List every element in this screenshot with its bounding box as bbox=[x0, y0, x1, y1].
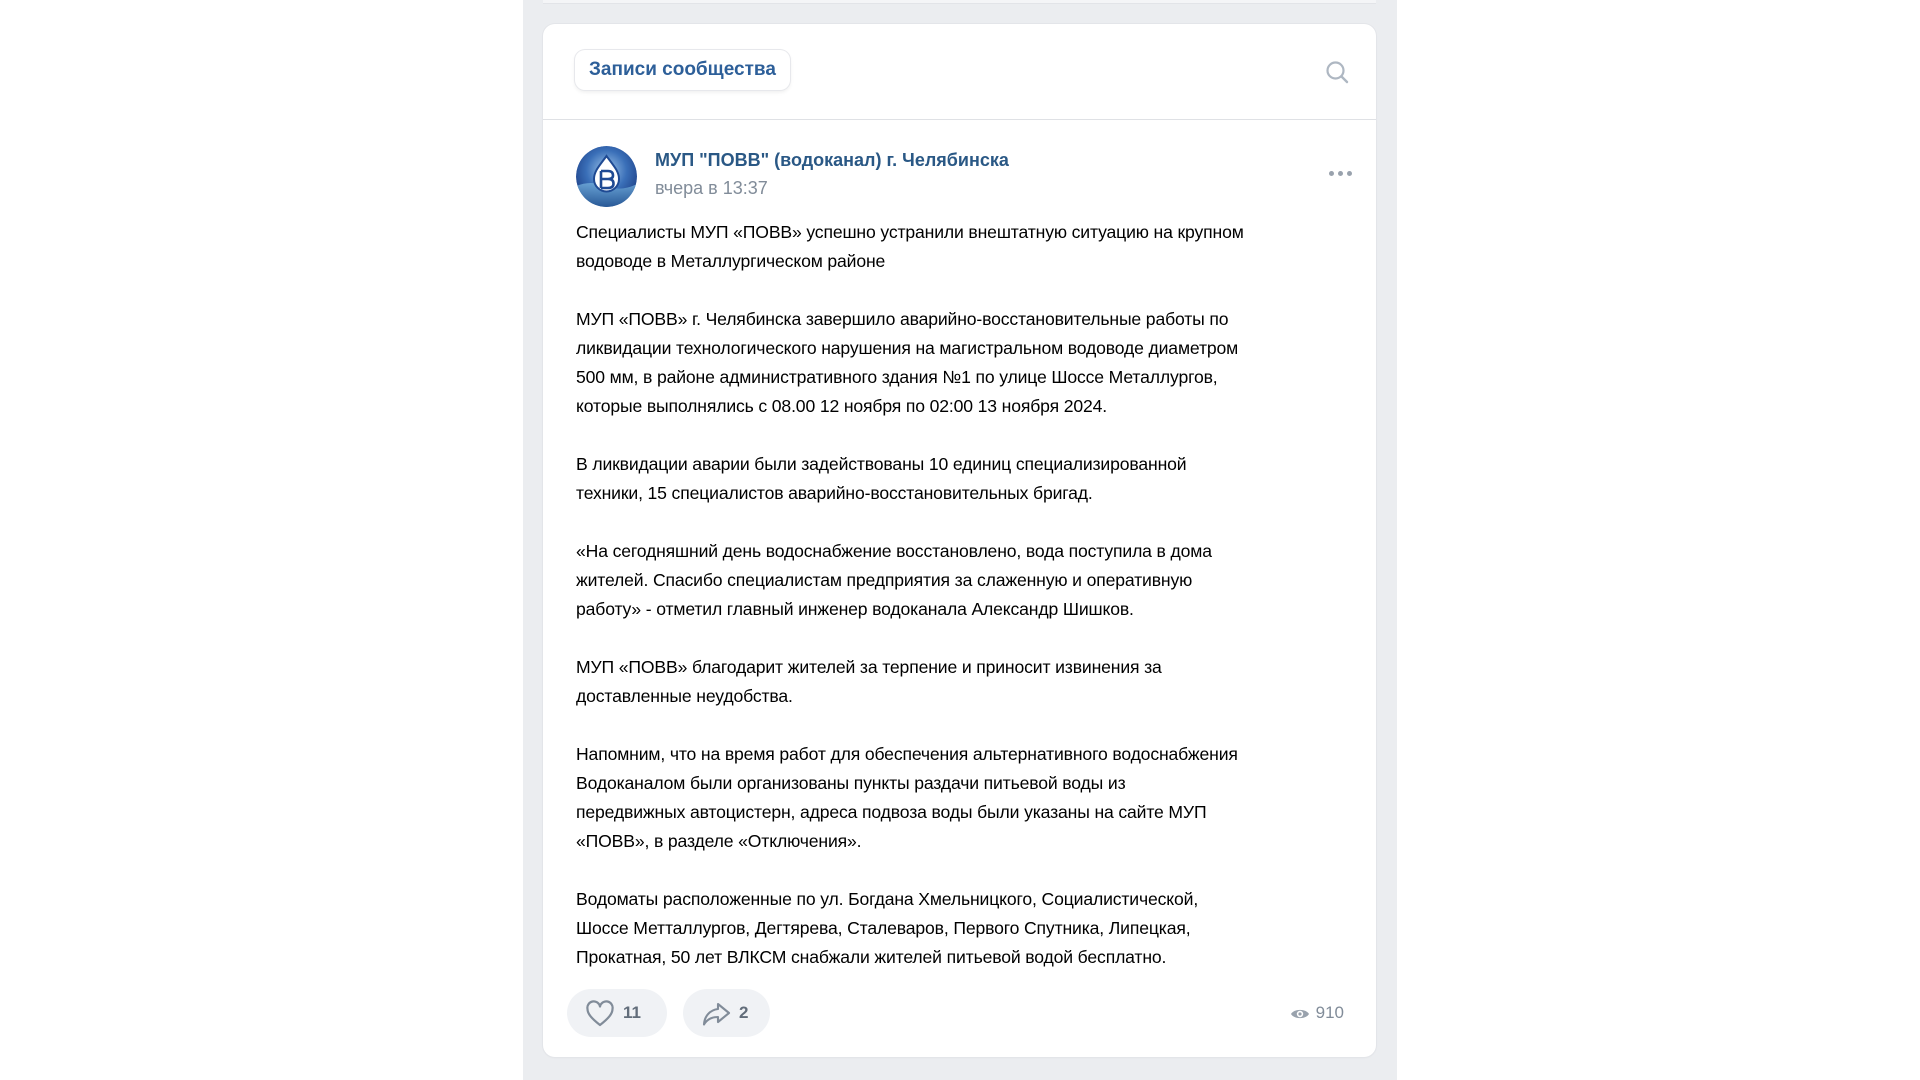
post-header bbox=[576, 146, 1346, 208]
water-drop-logo-icon bbox=[576, 146, 637, 207]
post-paragraph bbox=[576, 885, 1356, 972]
eye-icon bbox=[1290, 1007, 1310, 1021]
search-button[interactable] bbox=[1323, 58, 1351, 86]
post-text-line: «На сегодняшний день водоснабжение восстановлено, вода поступила в дома bbox=[576, 541, 1212, 561]
wall-header bbox=[543, 24, 1376, 120]
post-text-line: МУП «ПОВВ» благодарит жителей за терпение и приносит извинения за bbox=[576, 657, 1162, 677]
search-icon bbox=[1323, 58, 1351, 86]
author-name-link[interactable]: МУП "ПОВВ" (водоканал) г. Челябинска bbox=[655, 150, 1009, 170]
post-text-line: доставленные неудобства. bbox=[576, 686, 793, 706]
post-paragraph bbox=[576, 740, 1356, 856]
views-count: 910 bbox=[1315, 1003, 1344, 1022]
post-text-line: МУП «ПОВВ» г. Челябинска завершило аварийно-восстановительные работы по bbox=[576, 309, 1229, 329]
views-counter bbox=[1290, 1003, 1344, 1023]
post-text-line: 500 мм, в районе административного здания №1 по улице Шоссе Металлургов, bbox=[576, 367, 1218, 387]
post-footer bbox=[543, 989, 1376, 1039]
post-paragraph bbox=[576, 305, 1356, 421]
post-text-line: «ПОВВ», в разделе «Отключения». bbox=[576, 831, 862, 851]
post-text-line: В ликвидации аварии были задействованы 10 единиц специализированной bbox=[576, 454, 1187, 474]
previous-card-edge bbox=[543, 0, 1376, 4]
post-text-line: которые выполнялись с 08.00 12 ноября по 02:00 13 ноября 2024. bbox=[576, 396, 1107, 416]
like-count: 11 bbox=[623, 1003, 641, 1022]
post-paragraph bbox=[576, 537, 1356, 624]
post-text-line: Водоканалом были организованы пункты раздачи питьевой воды из bbox=[576, 773, 1126, 793]
more-horizontal-icon bbox=[1338, 171, 1343, 176]
post-text-line: техники, 15 специалистов аварийно-восстановительных бригад. bbox=[576, 483, 1093, 503]
post-date[interactable]: вчера в 13:37 bbox=[655, 178, 768, 198]
avatar[interactable] bbox=[576, 146, 637, 207]
share-icon bbox=[701, 1000, 731, 1028]
post-text-line: жителей. Спасибо специалистам предприятия за слаженную и оперативную bbox=[576, 570, 1193, 590]
post-more-button[interactable] bbox=[1325, 164, 1357, 184]
post-text-line: ликвидации технологического нарушения на магистральном водоводе диаметром bbox=[576, 338, 1239, 358]
post-text-line: Водоматы расположенные по ул. Богдана Хмельницкого, Социалистической, bbox=[576, 889, 1199, 909]
post-text bbox=[576, 218, 1356, 1001]
post-text-line: водоводе в Металлургическом районе bbox=[576, 251, 886, 271]
post-text-line: Прокатная, 50 лет ВЛКСМ снабжали жителей питьевой водой бесплатно. bbox=[576, 947, 1167, 967]
share-button[interactable] bbox=[683, 989, 770, 1037]
post-paragraph bbox=[576, 653, 1356, 711]
post-card bbox=[543, 24, 1376, 1057]
post-text-line: Напомним, что на время работ для обеспечения альтернативного водоснабжения bbox=[576, 744, 1238, 764]
post-text-line: работу» - отметил главный инженер водоканала Александр Шишков. bbox=[576, 599, 1134, 619]
post-text-line: Специалисты МУП «ПОВВ» успешно устранили внештатную ситуацию на крупном bbox=[576, 222, 1244, 242]
post-paragraph bbox=[576, 218, 1356, 276]
heart-icon bbox=[585, 1000, 615, 1028]
like-button[interactable] bbox=[567, 989, 667, 1037]
post-paragraph bbox=[576, 450, 1356, 508]
more-horizontal-icon bbox=[1329, 171, 1334, 176]
tab-community-posts[interactable]: Записи сообщества bbox=[575, 50, 790, 90]
post-text-line: передвижных автоцистерн, адреса подвоза воды были указаны на сайте МУП bbox=[576, 802, 1207, 822]
more-horizontal-icon bbox=[1347, 171, 1352, 176]
share-count: 2 bbox=[739, 1003, 749, 1022]
post-text-line: Шоссе Метталлургов, Дегтярева, Сталеваров, Первого Спутника, Липецкая, bbox=[576, 918, 1191, 938]
